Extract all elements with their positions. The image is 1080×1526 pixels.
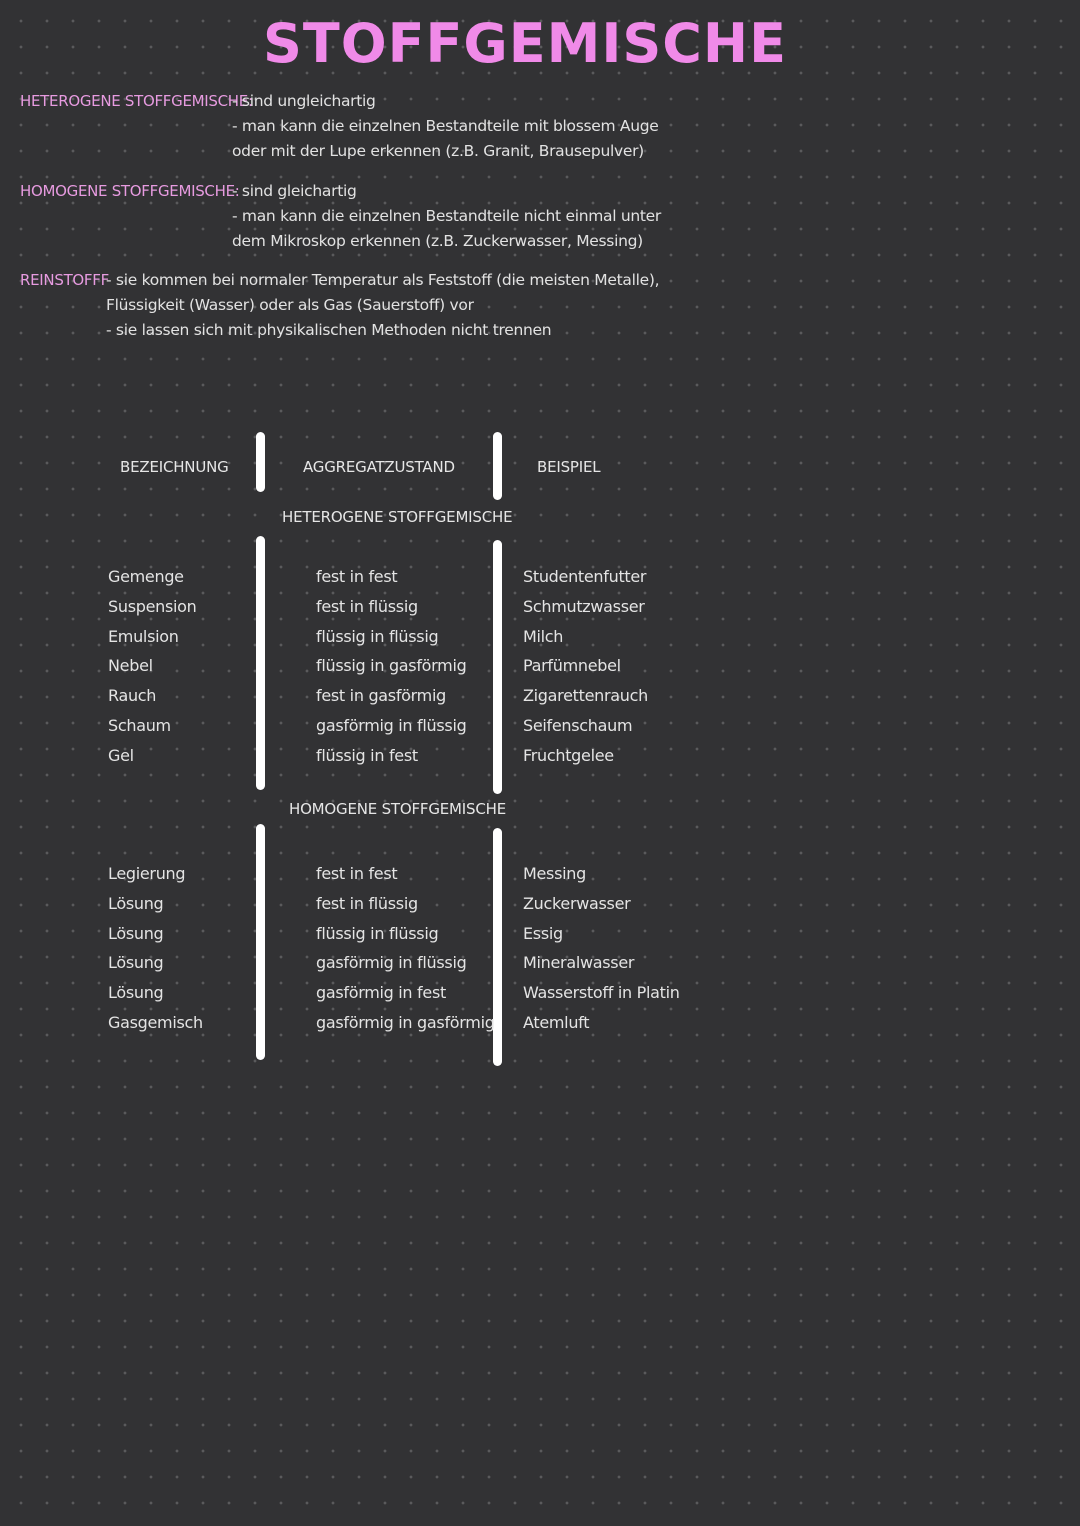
column-divider: [256, 824, 265, 1060]
designation-cell: Lösung: [108, 953, 164, 973]
example-cell: Messing: [523, 864, 586, 883]
example-cell: Zuckerwasser: [523, 893, 631, 913]
example-cell: Mineralwasser: [523, 953, 635, 973]
designation-cell: Lösung: [108, 983, 164, 1003]
designation-cell: Emulsion: [108, 626, 179, 646]
example-cell: Studentenfutter: [523, 567, 647, 586]
heterogeneous-line: oder mit der Lupe erkennen (z.B. Granit, Brausepulver): [232, 142, 644, 160]
designation-cell: Schaum: [108, 716, 171, 735]
heterogeneous-term: HETEROGENE STOFFGEMISCHE:: [20, 92, 253, 110]
designation-cell: Rauch: [108, 686, 157, 706]
pure-substance-term: REINSTOFFF: [20, 271, 109, 289]
pure-substance-line: Flüssigkeit (Wasser) oder als Gas (Sauerstoff) vor: [106, 296, 474, 314]
example-cell: Parfümnebel: [523, 656, 621, 676]
state-cell: gasförmig in gasförmig: [316, 1013, 495, 1032]
example-cell: Wasserstoff in Platin: [523, 983, 680, 1003]
example-cell: Seifenschaum: [523, 716, 633, 735]
pure-substance-line: - sie kommen bei normaler Temperatur als Feststoff (die meisten Metalle),: [106, 271, 660, 289]
column-divider: [256, 536, 265, 790]
homogeneous-line: dem Mikroskop erkennen (z.B. Zuckerwasser, Messing): [232, 232, 643, 250]
example-cell: Zigarettenrauch: [523, 686, 648, 706]
state-cell: gasförmig in flüssig: [316, 953, 467, 973]
example-cell: Fruchtgelee: [523, 745, 614, 765]
homogeneous-term: HOMOGENE STOFFGEMISCHE:: [20, 182, 240, 200]
pure-substance-line: - sie lassen sich mit physikalischen Methoden nicht trennen: [106, 321, 552, 339]
section-title-homogeneous: HOMOGENE STOFFGEMISCHE: [289, 800, 506, 818]
column-header-state: AGGREGATZUSTAND: [303, 458, 455, 476]
homogeneous-line: - sind gleichartig: [232, 182, 357, 200]
example-cell: Essig: [523, 923, 563, 943]
state-cell: fest in flüssig: [316, 596, 418, 616]
state-cell: gasförmig in flüssig: [316, 716, 467, 735]
page-title: STOFFGEMISCHE: [262, 12, 788, 75]
heterogeneous-line: - man kann die einzelnen Bestandteile mit blossem Auge: [232, 117, 659, 135]
column-divider: [493, 540, 502, 794]
designation-cell: Gasgemisch: [108, 1013, 203, 1032]
designation-cell: Lösung: [108, 923, 164, 943]
state-cell: fest in flüssig: [316, 893, 418, 913]
state-cell: flüssig in flüssig: [316, 923, 439, 943]
state-cell: fest in gasförmig: [316, 686, 446, 706]
example-cell: Schmutzwasser: [523, 596, 645, 616]
column-header-designation: BEZEICHNUNG: [120, 458, 229, 476]
state-cell: flüssig in gasförmig: [316, 656, 467, 676]
section-title-heterogeneous: HETEROGENE STOFFGEMISCHE: [282, 508, 513, 526]
designation-cell: Nebel: [108, 656, 153, 676]
designation-cell: Legierung: [108, 864, 186, 883]
example-cell: Atemluft: [523, 1013, 590, 1032]
column-header-example: BEISPIEL: [537, 458, 601, 476]
column-divider: [256, 432, 265, 492]
state-cell: gasförmig in fest: [316, 983, 446, 1003]
designation-cell: Suspension: [108, 596, 197, 616]
column-divider: [493, 432, 502, 500]
designation-cell: Lösung: [108, 893, 164, 913]
example-cell: Milch: [523, 626, 564, 646]
state-cell: fest in fest: [316, 567, 398, 586]
state-cell: flüssig in fest: [316, 745, 418, 765]
heterogeneous-line: - sind ungleichartig: [232, 92, 376, 110]
state-cell: fest in fest: [316, 864, 398, 883]
homogeneous-line: - man kann die einzelnen Bestandteile nicht einmal unter: [232, 207, 661, 225]
designation-cell: Gel: [108, 745, 134, 765]
designation-cell: Gemenge: [108, 567, 184, 586]
state-cell: flüssig in flüssig: [316, 626, 439, 646]
